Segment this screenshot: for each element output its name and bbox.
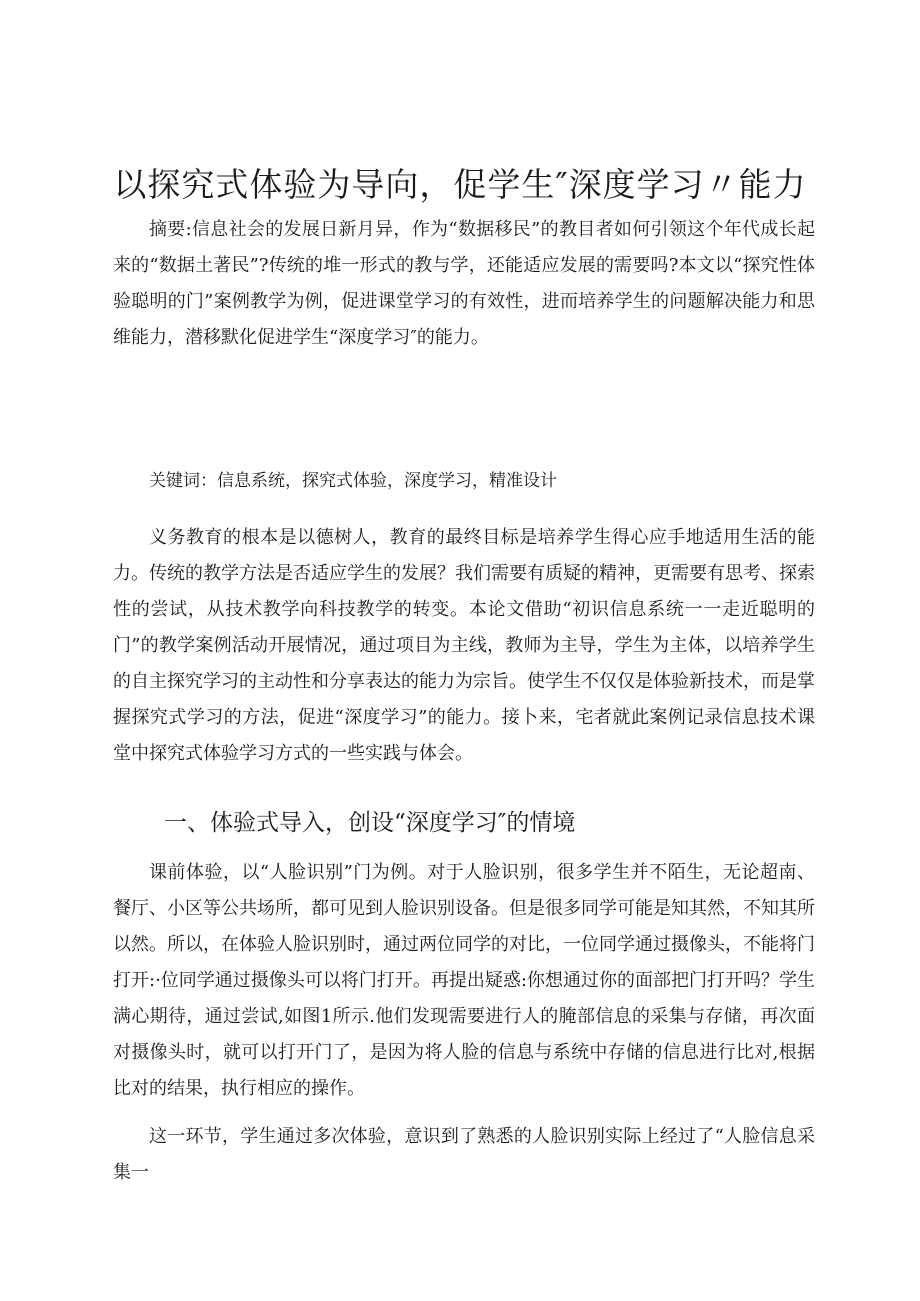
keywords-line: 关键词：信息系统，探究式体验，深度学习，精准设计: [149, 471, 557, 491]
abstract-paragraph: 摘要:信息社会的发展日新月异，作为“数据移民”的教目者如何引领这个年代成长起来的“数据土著民”?传统的堆一形式的教与学，还能适应发展的需要吗?本文以“探究性体验聪明的门”案例教学为例，促进课堂学习的有效性，进而培养学生的问题解决能力和思维能力，潜移默化促进学生“深度学习″的能力。: [113, 219, 815, 348]
intro-paragraph: 义务教育的根本是以德树人，教育的最终目标是培养学生得心应手地适用生活的能力。传统的教学方法是否适应学生的发展？我们需要有质疑的精神，更需要有思考、探索性的尝试，从技术教学向科技教学的转变。本论文借助“初识信息系统一一走近聪明的门”的教学案例活动开展情况，通过项目为主线，教师为主导，学生为主体，以培养学生的自主探究学习的主动性和分享表达的能力为宗旨。使学生不仅仅是体验新技术，而是掌握探究式学习的方法，促进“深度学习”的能力。接卜来，宅者就此案例记录信息技术课堂中探究式体验学习方式的一些实践与体会。: [113, 527, 815, 764]
section-1-paragraph-2: 这一环节，学生通过多次体验，意识到了熟悉的人脸识别实际上经过了“人脸信息采集一: [113, 1126, 815, 1183]
document-title: 以探究式体验为导向，促学生″深度学习〃能力: [113, 165, 807, 204]
section-heading-1: 一、体验式导入，创设“深度学习″的情境: [164, 810, 576, 836]
section-1-paragraph-1: 课前体验，以“人脸识别”门为例。对于人脸识别，很多学生并不陌生，无论超南、餐厅、小区等公共场所，都可见到人脸识别设备。但是很多同学可能是知其然，不知其所以然。所以，在体验人脸识别时，通过两位同学的对比，一位同学通过摄像头，不能将门打开:·位同学通过摄像头可以将门打开。再提出疑惑:你想通过你的面部把门打开吗？学生满心期待，通过尝试,如图1所示.他们发现需要进行人的腌部信息的采集与存储，再次面对摄像头时，就可以打开门了，是因为将人脸的信息与系统中存储的信息进行比对,根据比对的结果，执行相应的操作。: [113, 862, 815, 1099]
